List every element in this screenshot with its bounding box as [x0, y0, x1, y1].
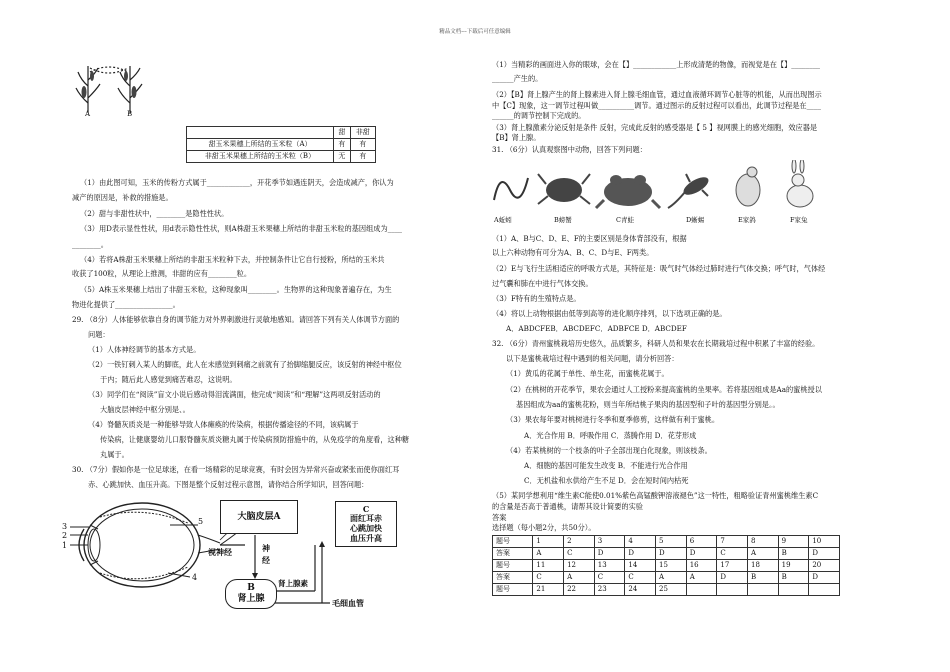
table-cell: 17	[717, 560, 748, 572]
right-line: （2）【B】肾上腺产生的肾上腺素进入肾上腺毛细血管，通过血液循环调节心脏等的机能，从而出现图示	[492, 90, 822, 99]
right-line: （1）A、B与C、D、E、F的主要区别是身体背部没有，根据	[492, 234, 687, 243]
table-cell: 5	[656, 536, 687, 548]
table-cell	[809, 584, 840, 596]
pigeon-icon	[736, 167, 760, 206]
table-cell: A	[748, 548, 779, 560]
left-line: 物进化提供了________________。	[72, 300, 180, 309]
right-line: （3）F特有的生殖特点是。	[492, 294, 581, 303]
rabbit-icon	[787, 160, 813, 207]
table-cell: D	[594, 548, 625, 560]
table-cell: A	[533, 548, 564, 560]
animal-label: B螃蟹	[554, 216, 572, 224]
left-line: 赤、心跳加快、血压升高。下图是整个反射过程示意图，请你结合所学知识，回答问题：	[88, 480, 369, 489]
table-cell: A	[564, 572, 595, 584]
right-line: 选择题（每小题2分，共50分）。	[492, 523, 596, 532]
nerve-label-2: 经	[262, 555, 270, 565]
corn-label-a: A	[85, 110, 91, 118]
table-cell: 24	[625, 584, 656, 596]
table-cell: 14	[625, 560, 656, 572]
table-cell: 有	[350, 151, 375, 163]
animal-label: A蚯蚓	[494, 216, 512, 224]
left-line: （3）同学们在“阅读”盲文小说后感动得泪流满面，他完成“阅读”和“理解”这两项反射活动的	[88, 390, 381, 399]
table-row	[187, 151, 376, 163]
left-line: 于内；随后此人感觉到痛苦难忍，这说明。	[100, 375, 237, 384]
table-cell: 22	[564, 584, 595, 596]
table-cell: 非甜玉米果穗上所结的玉米粒（B）	[187, 151, 334, 163]
animal-label: F家兔	[790, 216, 808, 224]
right-line: 过气囊和肺在中进行气体交换。	[492, 279, 593, 288]
adrenal-box	[225, 579, 277, 609]
left-line: （5）A株玉米果穗上结出了非甜玉米粒，这种现象叫________。生物界的这种现象普遍存在，为生	[80, 285, 392, 294]
animal-label: D蜥蜴	[686, 216, 705, 224]
table-cell: 答案	[493, 572, 533, 584]
table-cell: 甜玉米果穗上所结的玉米粒（A）	[187, 139, 334, 151]
table-cell: 9	[778, 536, 809, 548]
table-cell: 16	[686, 560, 717, 572]
left-line: （4）脊髓灰质炎是一种能够导致人体瘫痪的传染病，根据传播途径的不同，该病属于	[88, 420, 359, 429]
eye-number: 4	[192, 573, 198, 582]
corn-table	[186, 126, 376, 163]
table-cell: 10	[809, 536, 840, 548]
right-line: （3）肾上腺激素分泌反射是条件 反射，完成此反射的感受器是【 5 】视网膜上的感光细胞，效应器是	[492, 123, 818, 132]
lizard-icon	[668, 174, 711, 208]
table-cell	[778, 584, 809, 596]
table-cell: B	[778, 548, 809, 560]
corn-label-b: B	[127, 110, 133, 118]
table-cell: 题号	[493, 560, 533, 572]
right-line: （1）当精彩的画面进入你的眼球，会在【】____________上形成清楚的物像，而视觉是在【】________	[492, 60, 821, 69]
table-cell: C	[533, 572, 564, 584]
adrenal-box-label: 肾上腺	[237, 594, 265, 604]
table-cell: D	[717, 572, 748, 584]
adrenaline-label: 肾上腺素	[278, 579, 308, 588]
left-line: ________。	[72, 240, 108, 249]
table-row	[493, 584, 840, 596]
right-line: 基因组成为aa的蜜桃花粉，则当年所结桃子果肉的基因型和子叶的基因型分别是。。	[516, 400, 780, 409]
eye-number: 2	[62, 531, 68, 540]
table-cell: 2	[564, 536, 595, 548]
table-row	[187, 127, 376, 139]
table-cell: 7	[717, 536, 748, 548]
table-cell: 6	[686, 536, 717, 548]
crab-icon	[538, 174, 590, 204]
table-cell	[748, 584, 779, 596]
table-cell: 13	[594, 560, 625, 572]
animals-icon	[490, 160, 830, 214]
table-cell: D	[809, 548, 840, 560]
table-cell: 答案	[493, 548, 533, 560]
table-row	[493, 536, 840, 548]
right-line: ______的调节控制下完成的。	[492, 111, 586, 120]
response-line: 心跳加快	[350, 523, 382, 533]
table-cell	[717, 584, 748, 596]
frog-icon	[596, 175, 660, 208]
table-cell: A	[686, 572, 717, 584]
table-cell	[187, 127, 334, 139]
cerebral-cortex-box: 大脑皮层A	[220, 500, 298, 534]
right-line: 答案	[492, 513, 507, 522]
left-line: 传染病，让健康婴幼儿口服脊髓灰质炎糖丸属于传染病预防措施中的，从免疫学的角度看，这种糖	[100, 435, 410, 444]
right-line: C．无机盐和水供给产生不足 D．会在短时间内枯死	[524, 476, 689, 485]
table-cell: 非甜	[350, 127, 375, 139]
answer-table	[492, 535, 840, 596]
right-line: 中【C】现象，这一调节过程叫做__________调节。通过图示的反射过程可以看出，此调节过程是在____	[492, 101, 821, 110]
page-header: 精品文档---下载后可任意编辑	[439, 29, 511, 35]
table-cell: 18	[748, 560, 779, 572]
table-row	[187, 139, 376, 151]
earthworm-icon	[494, 178, 528, 200]
eye-number: 1	[62, 541, 68, 550]
table-cell: 无	[334, 151, 351, 163]
eye-number: 5	[198, 517, 204, 526]
table-row	[493, 572, 840, 584]
right-line: 以上六种动物有可分为A、B、C、D与E、F两类。	[492, 248, 654, 257]
response-letter: C	[362, 503, 370, 514]
left-line: 减产的原因是，补救的措施是。	[72, 193, 173, 202]
response-line: 面红耳赤	[350, 513, 382, 524]
table-cell	[686, 584, 717, 596]
right-line: 的含量是否高于普通桃，请帮其设计简要的实验	[492, 502, 643, 511]
table-cell: 8	[748, 536, 779, 548]
table-cell: C	[717, 548, 748, 560]
table-row	[493, 560, 840, 572]
table-cell: 15	[656, 560, 687, 572]
response-box	[335, 501, 397, 547]
right-line: （4）将以上动物根据由低等到高等的进化顺序排列，以下选项正确的是。	[492, 309, 727, 318]
adrenal-box-letter: B	[247, 583, 255, 594]
table-cell: 4	[625, 536, 656, 548]
table-cell: 题号	[493, 584, 533, 596]
right-line: A．ABDCFEB．ABCDEFC．ADBFCE D．ABCDEF	[506, 324, 687, 333]
corn-figure	[72, 58, 172, 120]
left-line: （4）若将A株甜玉米果穗上所结的非甜玉米粒种下去，并控制条件让它自行授粉，所结的玉米共	[80, 255, 385, 264]
table-cell: D	[809, 572, 840, 584]
right-line: A．细胞的基因可能发生改变 B．不能进行光合作用	[524, 461, 688, 470]
table-cell: 题号	[493, 536, 533, 548]
table-cell: 有	[350, 139, 375, 151]
table-cell: D	[625, 548, 656, 560]
left-line: 丸属于。	[100, 450, 129, 459]
reflex-diagram	[62, 495, 450, 610]
eye-number: 3	[62, 522, 68, 531]
right-line: （2）在桃树的开花季节，果农会通过人工授粉来提高蜜桃的坐果率。若将基因组成是Aa的蜜桃授以	[506, 385, 822, 394]
table-cell: 12	[564, 560, 595, 572]
right-line: ______产生的。	[492, 74, 543, 83]
table-cell: C	[594, 572, 625, 584]
table-cell: 25	[656, 584, 687, 596]
table-cell: 21	[533, 584, 564, 596]
right-line: A．光合作用 B．呼吸作用 C．蒸腾作用 D．花芽形成	[524, 431, 697, 440]
table-cell: 甜	[334, 127, 351, 139]
response-line: 血压升高	[350, 532, 382, 543]
table-cell: C	[564, 548, 595, 560]
table-cell: C	[625, 572, 656, 584]
table-cell: D	[686, 548, 717, 560]
right-line: （1）黄瓜的花属于单性、单生花，而蜜桃花属于。	[506, 369, 669, 378]
table-cell: 3	[594, 536, 625, 548]
right-line: （4）若某桃树的一个枝条的叶子全部出现白化现象，则该枝条。	[506, 446, 712, 455]
animal-label: C青蛙	[616, 216, 634, 224]
right-line: 32. （6分）青州蜜桃栽培历史悠久，品质繁多，科研人员和果农在长期栽培过程中积累了丰富的经验。	[492, 339, 820, 348]
table-cell: 11	[533, 560, 564, 572]
animal-figures	[490, 160, 830, 226]
left-line: （1）人体神经调节的基本方式是。	[88, 345, 201, 354]
table-cell: 23	[594, 584, 625, 596]
left-line: 30. （7分）假如你是一位足球迷，在看一场精彩的足球竞赛，有时会因为异常兴奋或紧张而使你面红耳	[72, 465, 400, 474]
left-line: （3）用D表示显性性状，用d表示隐性性状，则A株甜玉米果穗上所结的非甜玉米粒的基因组成为____	[80, 224, 403, 233]
right-line: （3）果农每年要对桃树进行冬季和夏季修剪，这样做有利于蜜桃。	[506, 415, 720, 424]
capillary-label: 毛细血管	[332, 598, 364, 608]
table-cell: B	[778, 572, 809, 584]
right-line: 31. （6分）认真观察图中动物，回答下列问题：	[492, 145, 647, 154]
right-line: 以下是蜜桃栽培过程中遇到的相关问题，请分析回答：	[506, 354, 679, 363]
animal-label: E家鸽	[738, 216, 756, 224]
left-line: 大脑皮层神经中枢分别是、。	[100, 405, 190, 414]
left-line: （2）一铁钉刺入某人的脚底，此人在未感觉到刺痛之前就有了抬脚缩腿反应，该反射的神经中枢位	[88, 360, 402, 369]
table-cell: 19	[778, 560, 809, 572]
left-line: （1）由此图可知，玉米的传粉方式属于____________，开花季节如遇连阴天，会造成减产，你认为	[80, 178, 394, 187]
nerve-label-1: 神	[262, 543, 270, 553]
left-line: （2）甜与非甜性状中，________是隐性性状。	[80, 209, 229, 218]
left-line: 收获了100粒，从理论上推测，非甜的应有________粒。	[72, 269, 252, 278]
table-cell: B	[748, 572, 779, 584]
table-cell: 20	[809, 560, 840, 572]
table-row	[493, 548, 840, 560]
right-line: 【B】肾上腺。	[492, 133, 541, 142]
optic-nerve-label: 视神经	[208, 547, 232, 557]
left-line: 29. （8分）人体能够依靠自身的调节能力对外界刺激进行灵敏地感知。请回答下列有关人体调节方面的	[72, 315, 400, 324]
table-cell: D	[656, 548, 687, 560]
right-line: （2）E与飞行生活相适应的呼吸方式是，其特征是：吸气时气体经过肺时进行气体交换；呼气时，气体经	[492, 264, 826, 273]
table-cell: 1	[533, 536, 564, 548]
table-cell: A	[656, 572, 687, 584]
right-line: （5）某同学想利用“维生素C能使0.01%紫色高锰酸钾溶液褪色”这一特性，粗略验证青州蜜桃维生素C	[492, 491, 819, 500]
left-line: 问题：	[88, 330, 110, 339]
table-cell: 有	[334, 139, 351, 151]
